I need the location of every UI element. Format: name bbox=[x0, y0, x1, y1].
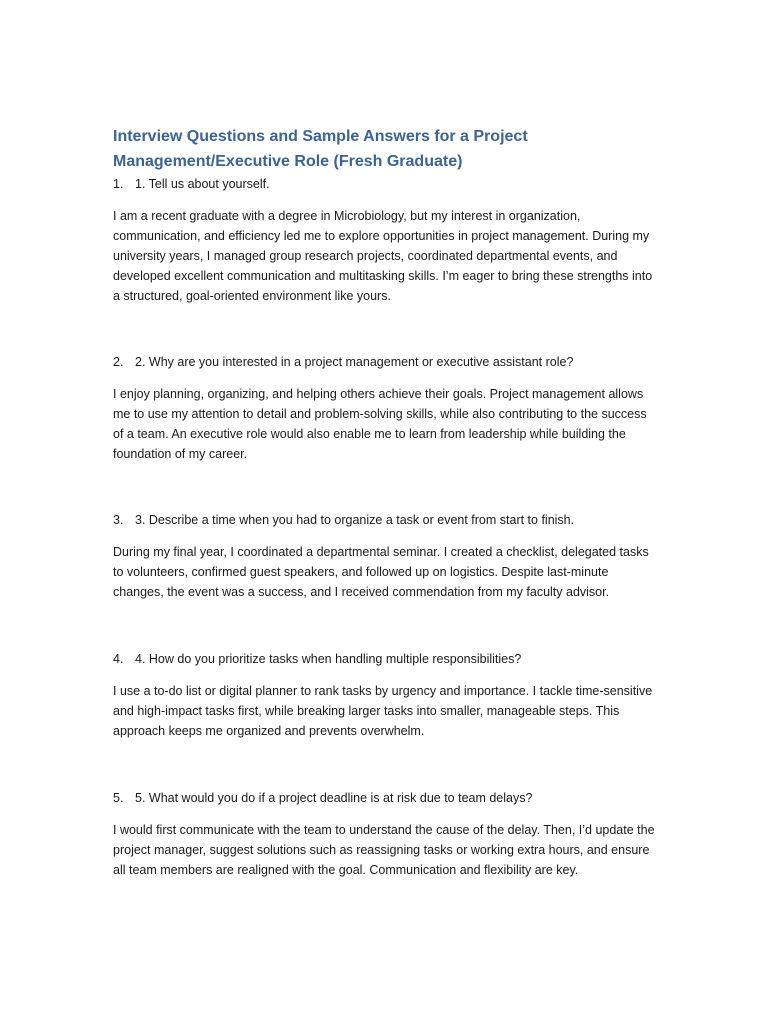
answer-1: I am a recent graduate with a degree in Microbiology, but my interest in organization, communication, and efficiency led me to explore opportunities in project management. During my university years, I managed group research projects, coordinated departmental events, and developed excellent communication and multitasking skills. I’m eager to bring these strengths into a structured, goal-oriented environment like yours. bbox=[113, 209, 653, 303]
question-5 bbox=[113, 788, 658, 808]
qa-item-2 bbox=[113, 352, 658, 464]
list-number-4: 4. bbox=[113, 652, 124, 666]
answer-5: I would first communicate with the team to understand the cause of the delay. Then, I’d update the project manager, suggest solutions such as reassigning tasks or working extra hours, and ensure all team members are realigned with the goal. Communication and flexibility are key. bbox=[113, 823, 655, 877]
document-title: Interview Questions and Sample Answers for a Project Management/Executive Role (Fresh Graduate) bbox=[113, 128, 528, 170]
question-text-1: 1. Tell us about yourself. bbox=[135, 177, 270, 191]
question-text-4: 4. How do you prioritize tasks when handling multiple responsibilities? bbox=[135, 652, 522, 666]
qa-item-4 bbox=[113, 649, 658, 741]
qa-item-3 bbox=[113, 510, 658, 602]
answer-4: I use a to-do list or digital planner to rank tasks by urgency and importance. I tackle time-sensitive and high-impact tasks first, while breaking larger tasks into smaller, manageable steps. This approach keeps me organized and prevents overwhelm. bbox=[113, 684, 653, 738]
answer-2: I enjoy planning, organizing, and helping others achieve their goals. Project management allows me to use my attention to detail and problem-solving skills, while also contributing to the success of a team. An executive role would also enable me to learn from leadership while building the foundation of my career. bbox=[113, 387, 647, 461]
question-text-3: 3. Describe a time when you had to organize a task or event from start to finish. bbox=[135, 513, 575, 527]
list-number-3: 3. bbox=[113, 513, 124, 527]
qa-item-1 bbox=[113, 174, 658, 306]
list-number-5: 5. bbox=[113, 791, 124, 805]
question-text-5: 5. What would you do if a project deadline is at risk due to team delays? bbox=[135, 791, 533, 805]
answer-3: During my final year, I coordinated a departmental seminar. I created a checklist, delegated tasks to volunteers, confirmed guest speakers, and followed up on logistics. Despite last-minute changes, the event was a success, and I received commendation from my faculty advisor. bbox=[113, 545, 649, 599]
question-4 bbox=[113, 649, 658, 669]
question-2 bbox=[113, 352, 658, 372]
question-1 bbox=[113, 174, 658, 194]
question-3 bbox=[113, 510, 658, 530]
question-text-2: 2. Why are you interested in a project management or executive assistant role? bbox=[135, 355, 574, 369]
list-number-1: 1. bbox=[113, 177, 124, 191]
qa-item-5 bbox=[113, 788, 658, 880]
list-number-2: 2. bbox=[113, 355, 124, 369]
